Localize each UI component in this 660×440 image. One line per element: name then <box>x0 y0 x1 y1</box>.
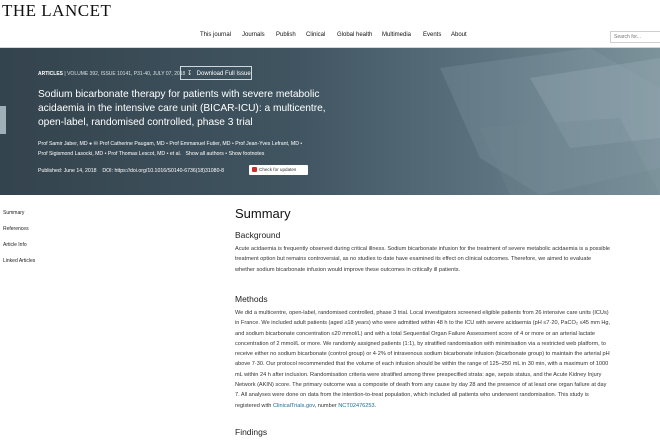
person-icon: ● <box>89 141 93 147</box>
sidebar-item-references[interactable]: References <box>3 226 29 232</box>
sidebar-item-article-info[interactable]: Article Info <box>3 242 27 248</box>
hero-background-art <box>360 48 660 195</box>
author-link[interactable]: Prof Jean-Yves Lefrant, MD <box>235 141 299 147</box>
clinicaltrials-link[interactable]: ClinicalTrials.gov <box>272 402 315 409</box>
methods-heading: Methods <box>235 294 268 304</box>
nav-events[interactable]: Events <box>423 32 442 38</box>
side-panel-handle[interactable] <box>0 106 6 134</box>
publication-info <box>38 168 224 174</box>
nav-publish[interactable]: Publish <box>276 32 296 38</box>
doi-label: DOI: <box>102 168 114 174</box>
author-link[interactable]: Prof Thomas Lescot, MD <box>107 151 166 157</box>
nav-clinical[interactable]: Clinical <box>306 32 326 38</box>
nav-global-health[interactable]: Global health <box>337 32 373 38</box>
crossmark-icon <box>252 167 257 172</box>
doi-link[interactable]: https://doi.org/10.1016/S0140-6736(18)31080-8 <box>114 168 225 174</box>
author-link[interactable]: Prof Emmanuel Futier, MD <box>169 141 231 147</box>
download-issue-button[interactable] <box>180 66 252 80</box>
lancet-logo[interactable]: THE LANCET <box>2 1 112 20</box>
nav-about[interactable]: About <box>451 32 467 38</box>
author-et-al[interactable]: et al. <box>169 151 182 157</box>
author-link[interactable]: Prof Samir Jaber, MD <box>38 141 88 147</box>
check-for-updates-button[interactable] <box>249 165 308 175</box>
author-link[interactable]: Prof Sigismond Lasocki, MD <box>38 151 104 157</box>
search-input[interactable]: Search for... <box>610 31 660 43</box>
nav-journals[interactable]: Journals <box>242 32 265 38</box>
article-title: Sodium bicarbonate therapy for patients with severe metabolic acidaemia in the intensive care unit (BICAR-ICU): a multicentre, open-label, randomised controlled, phase 3 trial <box>38 89 326 128</box>
check-updates-label: Check for updates <box>259 167 297 172</box>
summary-heading: Summary <box>235 206 291 221</box>
published-date: June 14, 2018 <box>63 168 97 174</box>
author-link[interactable]: Prof Catherine Paugam, MD <box>99 141 165 147</box>
download-icon: ↧ <box>187 71 193 77</box>
nav-this-journal[interactable]: This journal <box>200 32 232 38</box>
show-footnotes-link[interactable]: Show footnotes <box>228 151 265 157</box>
nav-multimedia[interactable]: Multimedia <box>382 32 412 38</box>
author-list: Prof Samir Jaber, MD ● ✉ Prof Catherine Paugam, MD • Prof Emmanuel Futier, MD • Prof Jean-Yves Lefrant, MD • Prof Sigismond Lasocki, MD • Prof Thomas Lescot, MD • et al. Show all authors • Show footnotes <box>38 141 303 157</box>
sidebar-item-linked-articles[interactable]: Linked Articles <box>3 258 36 264</box>
main-nav <box>0 28 660 48</box>
issue-info: VOLUME 392, ISSUE 10141, P31-40, JULY 07, 2018 <box>67 71 186 77</box>
nct-number-link[interactable]: NCT02476253 <box>338 402 375 409</box>
mail-icon: ✉ <box>93 141 98 147</box>
brand-bar <box>0 0 660 24</box>
methods-paragraph: We did a multicentre, open-label, randomised controlled, phase 3 trial. Local investigators screened eligible patients from 26 intensive care units (ICUs) in France. We included adult patients (aged ≥18 years) who were admitted within 48 h to the ICU with severe acidaemia (pH ≤7·20, PaCO₂ ≤45 mm Hg, and sodium bicarbonate concentration ≤20 mmol/L) and with a total Sequential Organ Failure Assessment score of 4 or more or an arterial lactate concentration of 2 mmol/L or more. We randomly assigned patients (1:1), by stratified randomisation with minimisation via a restricted web platform, to receive either no sodium bicarbonate (control group) or 4·2% of intravenous sodium bicarbonate infusion (bicarbonate group) to maintain the arterial pH above 7·30. Our protocol recommended that the volume of each infusion should be within the range of 125–250 mL in 30 min, with a maximum of 1000 mL within 24 h after inclusion. Randomisation criteria were stratified among three prespecified strata: age, sepsis status, and the Acute Kidney Injury Network (AKIN) score. The primary outcome was a composite of death from any cause by day 28 and the presence of at least one organ failure at day 7. All analyses were done on data from the intention-to-treat population, which included all patients who underwent randomisation. This study is registered with ClinicalTrials.gov, number NCT02476253. <box>235 310 611 409</box>
methods-text: We did a multicentre, open-label, randomised controlled, phase 3 trial. Local investigators screened eligible patients from 26 intensive care units (ICUs) in France. We included adult patients (aged ≥18 years) who were admitted within 48 h to the ICU with severe acidaemia (pH ≤7·20, PaCO₂ ≤45 mm Hg, and sodium bicarbonate concentration ≤20 mmol/L) and with a total Sequential Organ Failure Assessment score of 4 or more or an arterial lactate concentration of 2 mmol/L or more. We randomly assigned patients (1:1), by stratified randomisation with minimisation via a restricted web platform, to receive either no sodium bicarbonate (control group) or 4·2% of intravenous sodium bicarbonate infusion (bicarbonate group) to maintain the arterial pH above 7·30. Our protocol recommended that the volume of each infusion should be within the range of 125–250 mL in 30 min, with a maximum of 1000 mL within 24 h after inclusion. Randomisation criteria were stratified among three prespecified strata: age, sepsis status, and the Acute Kidney Injury Network (AKIN) score. The primary outcome was a composite of death from any cause by day 28 and the presence of at least one organ failure at day 7. All analyses were done on data from the intention-to-treat population, which included all patients who underwent randomisation. This study is registered with <box>235 310 611 409</box>
article-hero <box>0 48 660 195</box>
show-all-authors-link[interactable]: Show all authors <box>185 151 224 157</box>
article-type-label: ARTICLES <box>38 71 63 77</box>
sidebar-item-summary[interactable]: Summary <box>3 210 25 216</box>
download-issue-label: Download Full Issue <box>196 71 251 77</box>
article-meta: ARTICLES | VOLUME 392, ISSUE 10141, P31-40, JULY 07, 2018 <box>38 71 186 77</box>
background-paragraph: Acute acidaemia is frequently observed during critical illness. Sodium bicarbonate infusion for the treatment of severe metabolic acidaemia is a possible treatment option but remains controversial, as no studies to date have examined its effect on clinical outcomes. Therefore, we aimed to evaluate whether sodium bicarbonate infusion would improve these outcomes in critically ill patients. <box>235 246 610 273</box>
findings-heading: Findings <box>235 427 268 437</box>
background-heading: Background <box>235 230 281 240</box>
published-label: Published: <box>38 168 63 174</box>
